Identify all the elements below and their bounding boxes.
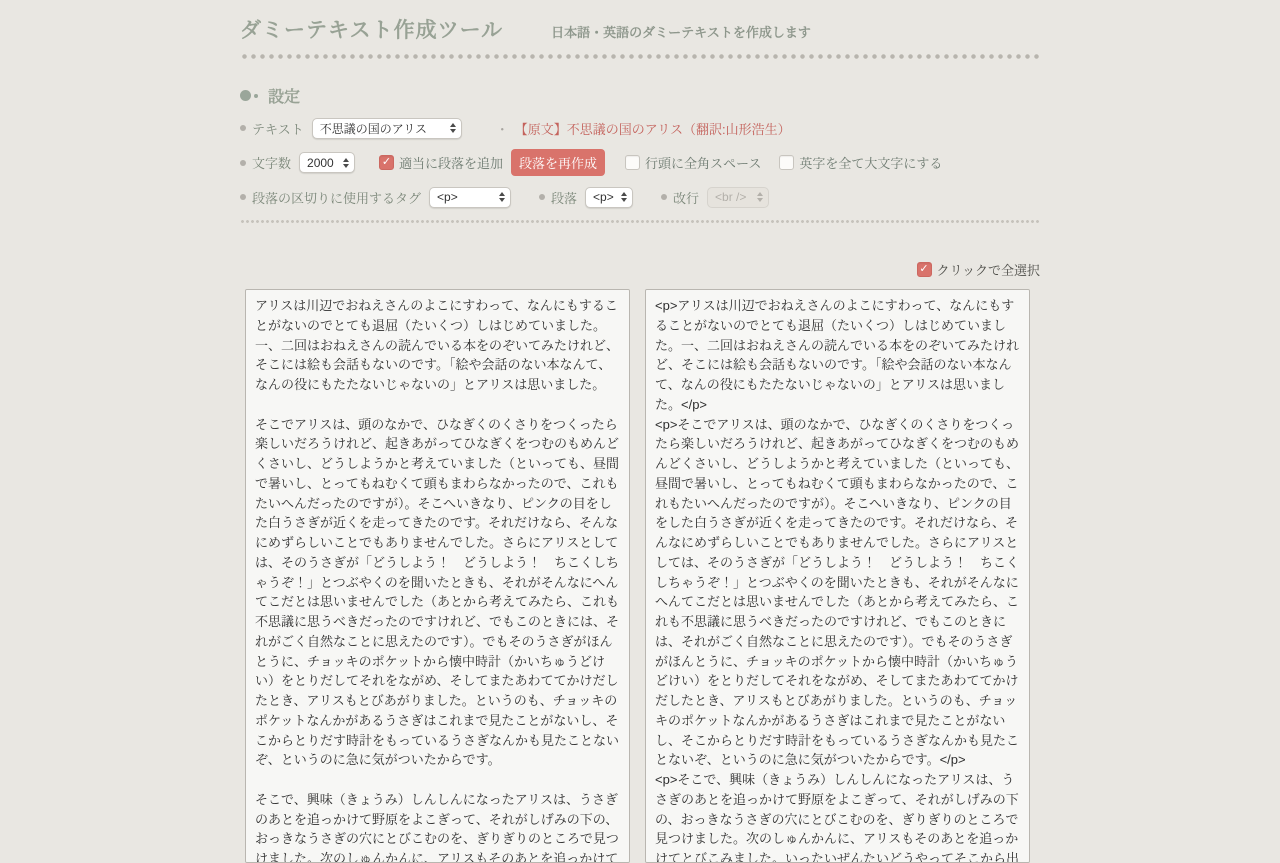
page-title: ダミーテキスト作成ツール xyxy=(240,19,504,42)
bullet-icon xyxy=(240,194,246,200)
char-count-value: 2000 xyxy=(307,155,334,170)
bullet-icon xyxy=(661,194,667,200)
uppercase-label: 英字を全て大文字にする xyxy=(799,156,943,171)
select-stepper-icon xyxy=(757,192,763,202)
select-stepper-icon xyxy=(621,192,627,202)
paragraph-select-value: <p> xyxy=(593,190,614,204)
page-container xyxy=(240,0,1040,863)
text-label: テキスト xyxy=(252,121,304,137)
tag-select[interactable] xyxy=(429,187,511,208)
header-dotted-divider xyxy=(240,53,1040,60)
paragraph-select[interactable] xyxy=(585,187,633,208)
tag-row xyxy=(240,185,1040,209)
add-paragraph-checkbox[interactable] xyxy=(379,155,394,170)
html-text-output[interactable] xyxy=(645,289,1030,863)
select-all-label: クリックで全選択 xyxy=(936,263,1040,278)
settings-section xyxy=(240,84,1040,209)
page-subtitle: 日本語・英語のダミーテキストを作成します xyxy=(551,25,811,40)
bullet-icon xyxy=(539,194,545,200)
settings-heading xyxy=(240,84,1040,107)
link-bullet: ・ xyxy=(495,121,509,137)
settings-dotted-divider xyxy=(240,219,1040,224)
linebreak-select xyxy=(707,187,769,208)
tag-select-value: <p> xyxy=(437,190,458,204)
paragraph-label: 段落 xyxy=(551,190,578,206)
count-row xyxy=(240,149,1040,176)
settings-heading-label: 設定 xyxy=(268,89,301,106)
text-row xyxy=(240,116,1040,140)
tag-label: 段落の区切りに使用するタグ xyxy=(252,190,422,206)
add-paragraph-label: 適当に段落を追加 xyxy=(399,156,504,171)
source-link[interactable]: 【原文】不思議の国のアリス（翻訳:山形浩生） xyxy=(514,121,791,137)
select-stepper-icon xyxy=(450,123,456,133)
plain-text-output[interactable] xyxy=(245,289,630,863)
number-stepper-icon xyxy=(343,158,349,168)
linebreak-select-value: <br /> xyxy=(715,190,747,204)
bullet-icon xyxy=(240,160,246,166)
select-all-row xyxy=(240,260,1040,279)
regenerate-paragraph-button[interactable]: 段落を再作成 xyxy=(511,149,605,176)
select-stepper-icon xyxy=(499,192,505,202)
text-select-value: 不思議の国のアリス xyxy=(319,121,428,136)
output-panes xyxy=(240,289,1030,863)
count-label: 文字数 xyxy=(252,156,292,171)
char-count-input[interactable] xyxy=(299,152,355,173)
header xyxy=(240,14,1040,44)
section-bullet-icon xyxy=(240,90,258,101)
uppercase-checkbox[interactable] xyxy=(779,155,794,170)
fullwidth-space-checkbox[interactable] xyxy=(625,155,640,170)
text-select[interactable] xyxy=(312,118,462,139)
bullet-icon xyxy=(240,125,246,131)
linebreak-label: 改行 xyxy=(673,190,700,206)
select-all-checkbox[interactable] xyxy=(917,262,932,277)
fullwidth-space-label: 行頭に全角スペース xyxy=(645,156,762,171)
